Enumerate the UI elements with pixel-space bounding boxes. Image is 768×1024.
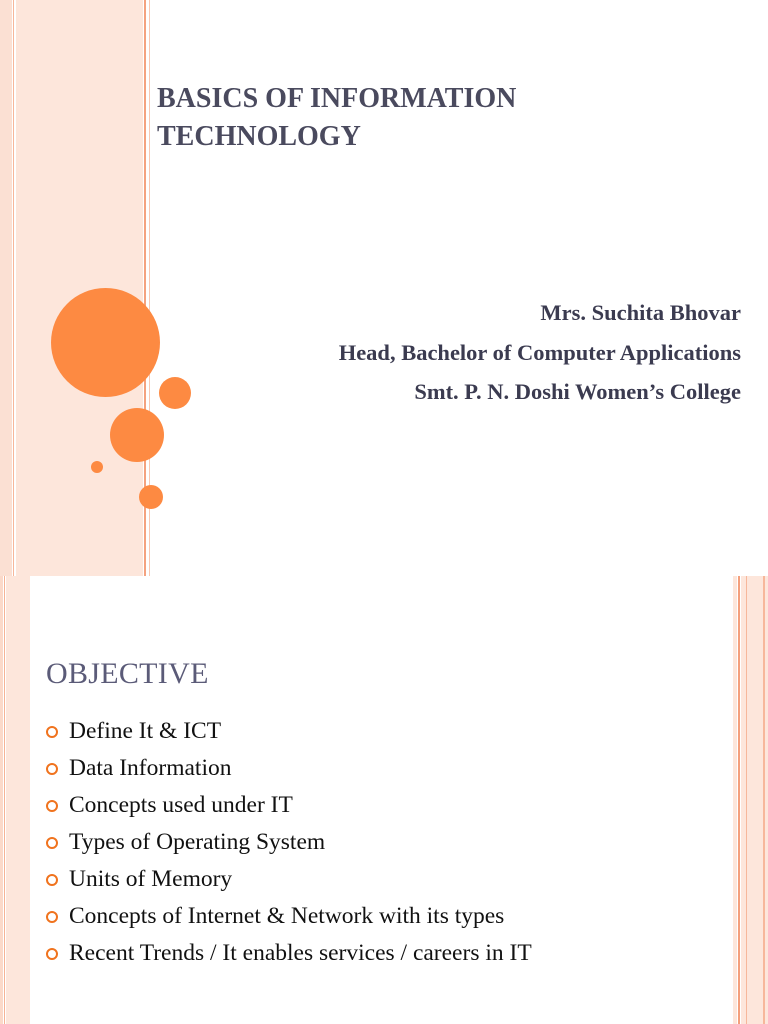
decorative-line	[763, 576, 765, 1024]
hollow-circle-icon	[46, 726, 58, 738]
decorative-band	[0, 576, 3, 1024]
decorative-circle-large	[51, 288, 160, 397]
presenter-role: Head, Bachelor of Computer Applications	[338, 339, 741, 365]
decorative-circle-tiny	[91, 461, 103, 473]
hollow-circle-icon	[46, 837, 58, 849]
decorative-line	[13, 0, 14, 576]
list-item-text: Concepts used under IT	[69, 792, 293, 818]
list-item-text: Data Information	[69, 755, 232, 781]
list-item	[46, 713, 532, 750]
list-item	[46, 861, 532, 898]
hollow-circle-icon	[46, 874, 58, 886]
list-item	[46, 824, 532, 861]
list-item-text: Recent Trends / It enables services / careers in IT	[69, 940, 532, 966]
hollow-circle-icon	[46, 911, 58, 923]
objective-list	[46, 713, 532, 972]
list-item	[46, 898, 532, 935]
decorative-line	[4, 576, 5, 1024]
slide-heading: OBJECTIVE	[46, 657, 209, 690]
decorative-band	[0, 0, 12, 576]
slide-title	[157, 80, 717, 156]
decorative-band	[16, 0, 143, 576]
list-item-text: Define It & ICT	[69, 718, 222, 744]
list-item	[46, 750, 532, 787]
presenter-info	[161, 293, 741, 412]
list-item-text: Types of Operating System	[69, 829, 326, 855]
decorative-band	[733, 576, 737, 1024]
slide-title-line: TECHNOLOGY	[157, 121, 361, 152]
presenter-name: Mrs. Suchita Bhovar	[540, 300, 741, 325]
list-item	[46, 787, 532, 824]
decorative-band	[6, 576, 30, 1024]
decorative-circle-medium	[110, 408, 164, 462]
hollow-circle-icon	[46, 800, 58, 812]
presenter-institution: Smt. P. N. Doshi Women’s College	[414, 379, 741, 404]
hollow-circle-icon	[46, 763, 58, 775]
decorative-line	[746, 576, 747, 1024]
decorative-circle-small	[139, 485, 163, 509]
decorative-line	[738, 576, 740, 1024]
slide-title-line: BASICS OF INFORMATION	[157, 83, 517, 114]
hollow-circle-icon	[46, 948, 58, 960]
list-item	[46, 935, 532, 972]
list-item-text: Concepts of Internet & Network with its types	[69, 903, 505, 929]
objective-slide	[0, 576, 768, 1024]
list-item-text: Units of Memory	[69, 866, 233, 892]
